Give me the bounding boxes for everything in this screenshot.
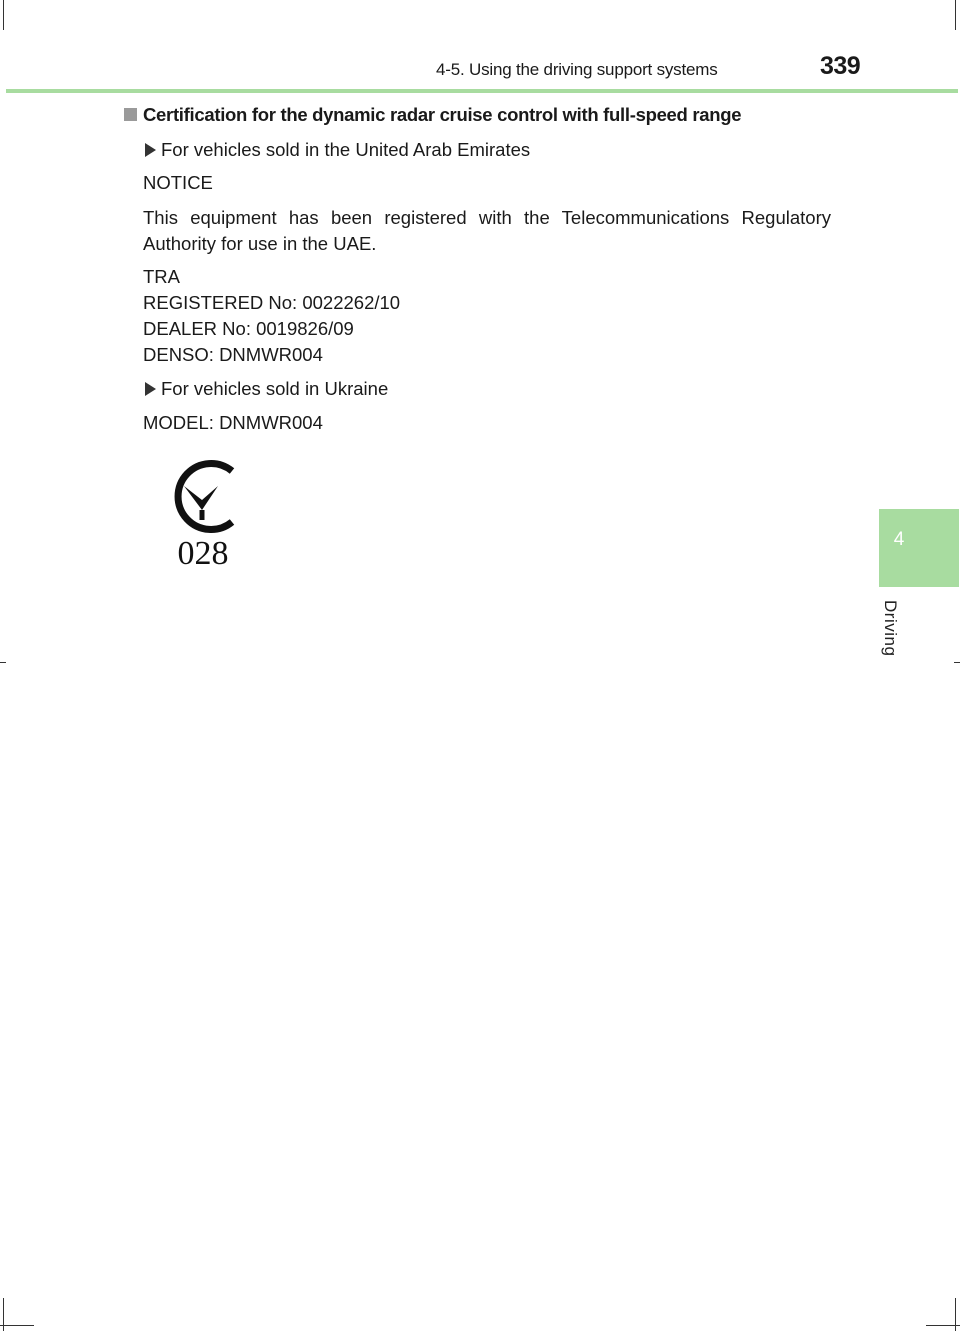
section-heading-text: Certification for the dynamic radar cruise control with full-speed range bbox=[143, 104, 742, 125]
crop-mark-mid-left bbox=[0, 662, 6, 663]
conformity-mark-number: 028 bbox=[177, 535, 229, 572]
chapter-tab-number: 4 bbox=[893, 529, 905, 550]
crop-mark-top-left bbox=[3, 0, 4, 30]
crop-mark-bottom-left-v bbox=[3, 1298, 4, 1331]
bullet-ukraine-text: For vehicles sold in Ukraine bbox=[161, 378, 389, 399]
denso-model: DENSO: DNMWR004 bbox=[143, 344, 323, 365]
ukraine-conformity-mark-icon bbox=[162, 456, 244, 572]
crop-mark-bottom-left-h bbox=[0, 1325, 34, 1326]
bullet-ukraine bbox=[145, 378, 388, 400]
bullet-uae bbox=[145, 139, 530, 161]
uae-statement: This equipment has been registered with the Telecommunications Regulatory Authority for use in the UAE. bbox=[143, 207, 831, 254]
triangle-bullet-icon bbox=[145, 143, 156, 157]
triangle-bullet-icon bbox=[145, 382, 156, 396]
chapter-tab bbox=[879, 509, 959, 587]
tra-label: TRA bbox=[143, 266, 180, 287]
ukraine-model: MODEL: DNMWR004 bbox=[143, 412, 323, 433]
crop-mark-top-right bbox=[955, 0, 956, 30]
registered-number: REGISTERED No: 0022262/10 bbox=[143, 292, 401, 313]
section-heading bbox=[124, 104, 741, 126]
page-number: 339 bbox=[820, 52, 861, 80]
crop-mark-bottom-right-v bbox=[955, 1298, 956, 1331]
square-bullet-icon bbox=[124, 108, 137, 121]
notice-label: NOTICE bbox=[143, 172, 213, 193]
bullet-uae-text: For vehicles sold in the United Arab Emirates bbox=[161, 139, 531, 160]
header-section-title: 4-5. Using the driving support systems bbox=[436, 60, 718, 79]
dealer-number: DEALER No: 0019826/09 bbox=[143, 318, 354, 339]
crop-mark-bottom-right-h bbox=[926, 1325, 960, 1326]
chapter-label: Driving bbox=[881, 600, 900, 657]
header-rule bbox=[6, 89, 958, 93]
crop-mark-mid-right bbox=[954, 662, 960, 663]
